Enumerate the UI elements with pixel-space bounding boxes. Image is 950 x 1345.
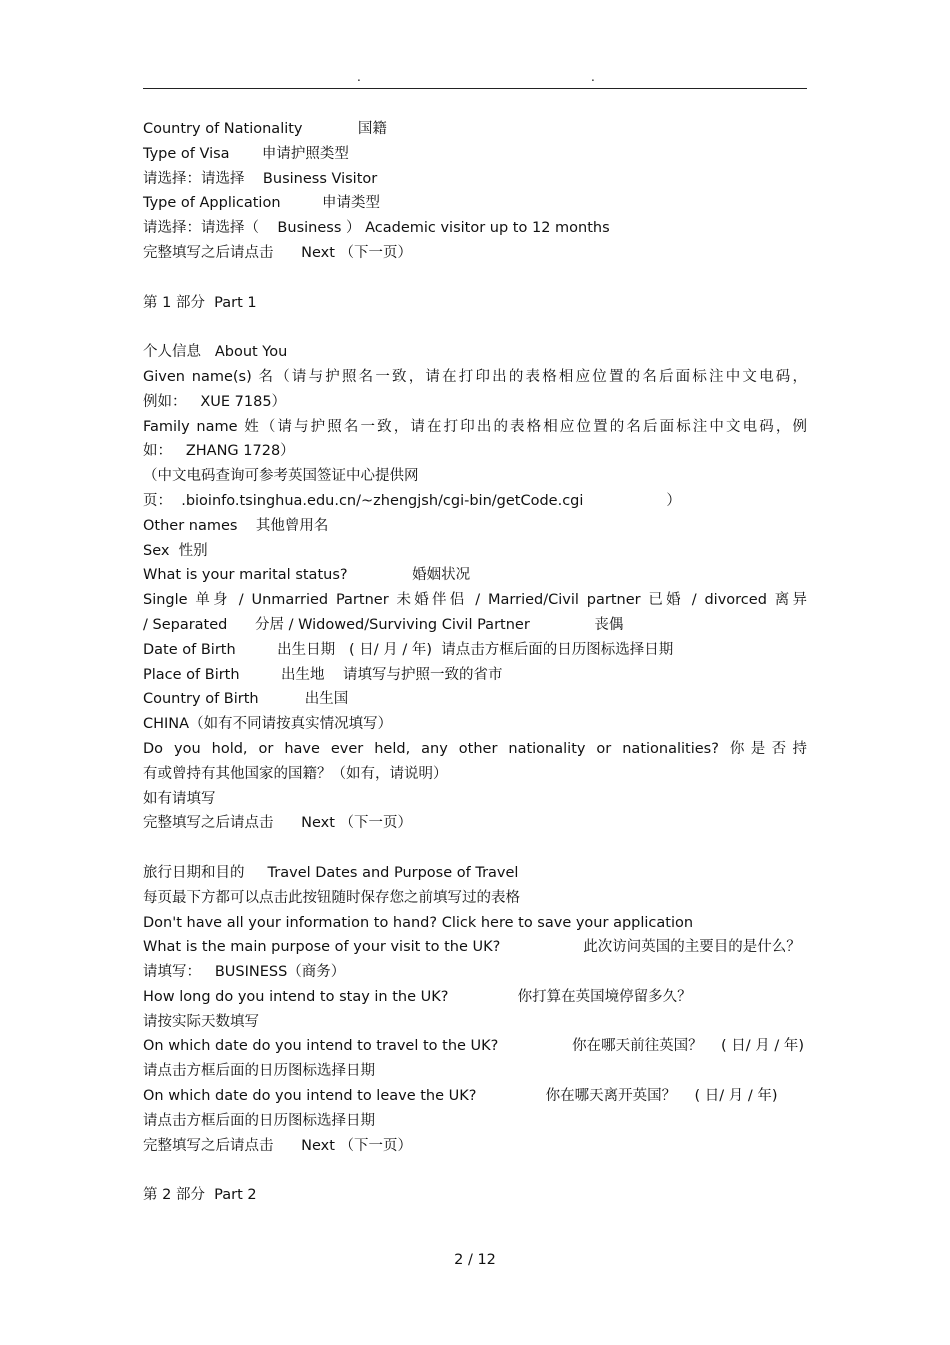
subheading-about-you: 个人信息 About You <box>143 344 288 361</box>
line-calendar-note: 请点击方框后面的日历图标选择日期 <box>143 1112 375 1129</box>
line-country-of-birth: Country of Birth 出生国 <box>143 691 349 708</box>
line-marital-options: Single 单身 / Unmarried Partner 未婚伴侣 / Married/Civil partner 已婚 / divorced 离异 <box>143 592 807 609</box>
line-given-names: Given name(s) 名（请与护照名一致，请在打印出的表格相应位置的名后面标注中文电码， <box>143 368 807 385</box>
line-nationality: Country of Nationality 国籍 <box>143 121 387 137</box>
line-application-select: 请选择：请选择（ Business ） Academic visitor up to 12 months <box>143 220 610 237</box>
line-leave-date: On which date do you intend to leave the UK? 你在哪天离开英国？ ( 日/ 月 / 年) <box>143 1088 778 1105</box>
line-main-purpose: What is the main purpose of your visit to the UK? 此次访问英国的主要目的是什么？ <box>143 939 801 956</box>
line-code-lookup-note: （中文电码查询可参考英国签证中心提供网 <box>143 468 419 485</box>
line-calendar-note: 请点击方框后面的日历图标选择日期 <box>143 1063 375 1080</box>
line-save-application: Don't have all your information to hand? Click here to save your application <box>143 914 694 931</box>
line-type-of-application: Type of Application 申请类型 <box>143 195 380 212</box>
line-visa-select: 请选择：请选择 Business Visitor <box>143 170 378 187</box>
line-next-instruction: 完整填写之后请点击 Next （下一页） <box>143 815 413 832</box>
line-given-names-example: 例如： XUE 7185） <box>143 393 287 410</box>
line-date-of-birth: Date of Birth 出生日期 ( 日/ 月 / 年) 请点击方框后面的日历图标选择日期 <box>143 641 674 658</box>
section-heading-part-1: 第 1 部分 Part 1 <box>143 294 257 311</box>
line-family-name: Family name 姓（请与护照名一致，请在打印出的表格相应位置的名后面标注中文电码，例 <box>143 418 807 435</box>
line-next-instruction: 完整填写之后请点击 Next （下一页） <box>143 244 413 261</box>
line-stay-length: How long do you intend to stay in the UK? 你打算在英国境停留多久？ <box>143 988 692 1005</box>
line-other-names: Other names 其他曾用名 <box>143 517 329 534</box>
page-number: 2 / 12 <box>454 1252 496 1268</box>
line-other-nationality: Do you hold, or have ever held, any other nationality or nationalities? 你是否持 <box>143 740 807 757</box>
blank-line <box>143 315 807 340</box>
subheading-travel-dates: 旅行日期和目的 Travel Dates and Purpose of Travel <box>143 864 519 881</box>
line-marital-status: What is your marital status? 婚姻状况 <box>143 567 471 584</box>
line-code-lookup-url: 页： .bioinfo.tsinghua.edu.cn/~zhengjsh/cgi-bin/getCode.cgi ） <box>143 492 681 509</box>
line-stay-length-note: 请按实际天数填写 <box>143 1013 259 1030</box>
blank-line <box>143 836 807 861</box>
line-fill-if-any: 如有请填写 <box>143 790 216 807</box>
header-dot-left: . <box>357 70 361 84</box>
line-other-nationality-cont: 有或曾持有其他国家的国籍？（如有，请说明） <box>143 765 448 782</box>
document-body <box>143 117 807 1208</box>
section-heading-part-2: 第 2 部分 Part 2 <box>143 1187 257 1204</box>
line-travel-date: On which date do you intend to travel to the UK? 你在哪天前往英国？ ( 日/ 月 / 年) <box>143 1038 805 1055</box>
line-china-note: CHINA（如有不同请按真实情况填写） <box>143 716 393 733</box>
header-rule <box>143 88 807 89</box>
line-sex: Sex 性别 <box>143 542 208 559</box>
line-place-of-birth: Place of Birth 出生地 请填写与护照一致的省市 <box>143 666 503 683</box>
blank-line <box>143 266 807 291</box>
line-type-of-visa: Type of Visa 申请护照类型 <box>143 145 349 162</box>
line-next-instruction: 完整填写之后请点击 Next （下一页） <box>143 1137 413 1154</box>
line-marital-options-cont: / Separated 分居 / Widowed/Surviving Civil Partner 丧偶 <box>143 616 624 633</box>
header-dot-right: . <box>591 70 595 84</box>
line-save-note: 每页最下方都可以点击此按钮随时保存您之前填写过的表格 <box>143 889 520 906</box>
blank-line <box>143 1158 807 1183</box>
line-family-name-example: 如： ZHANG 1728） <box>143 443 295 460</box>
line-purpose-answer: 请填写： BUSINESS（商务） <box>143 964 346 981</box>
